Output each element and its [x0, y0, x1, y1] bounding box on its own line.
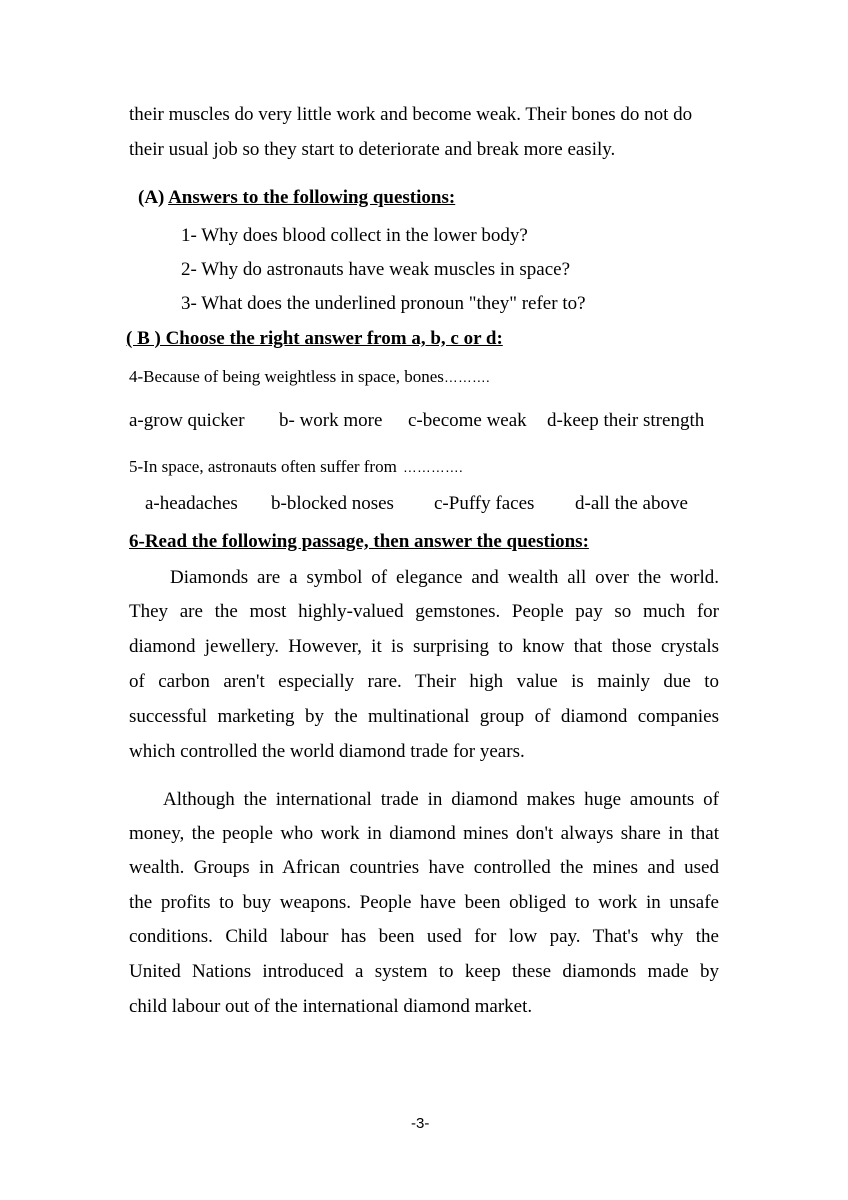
section-6-heading: 6-Read the following passage, then answer the questions: [129, 531, 589, 552]
passage-1-line-6: which controlled the world diamond trade for years. [129, 741, 525, 762]
question-4-blank: ………. [443, 369, 490, 385]
section-b-heading: ( B ) Choose the right answer from a, b, c or d: [126, 328, 503, 349]
passage-2-line-7: child labour out of the international diamond market. [129, 996, 533, 1017]
passage-2-line-4: the profits to buy weapons. People have been obliged to work in unsafe [129, 892, 719, 913]
passage-2-line-5: conditions. Child labour has been used for low pay. That's why the [129, 926, 719, 947]
question-5-stem [129, 456, 463, 478]
question-4-option-c: c-become weak [408, 410, 527, 431]
passage-2-line-3: wealth. Groups in African countries have controlled the mines and used [129, 857, 719, 878]
intro-line-1: their muscles do very little work and become weak. Their bones do not do [129, 104, 693, 125]
question-4-stem [129, 366, 490, 388]
question-4-option-d: d-keep their strength [547, 410, 705, 431]
question-5-option-d: d-all the above [575, 493, 688, 514]
section-a-title: Answers to the following questions: [168, 187, 456, 208]
section-a-label: (A) [138, 187, 169, 208]
question-5-blank: …………. [402, 459, 463, 475]
passage-1-line-3: diamond jewellery. However, it is surprising to know that those crystals [129, 636, 719, 657]
question-5-option-a: a-headaches [145, 493, 238, 514]
passage-2-line-2: money, the people who work in diamond mines don't always share in that [129, 823, 719, 844]
question-4-option-a: a-grow quicker [129, 410, 245, 431]
passage-1-line-2: They are the most highly-valued gemstones. People pay so much for [129, 601, 719, 622]
section-a-heading [138, 187, 455, 209]
intro-line-2: their usual job so they start to deteriorate and break more easily. [129, 139, 616, 160]
question-4-option-b: b- work more [279, 410, 383, 431]
passage-1-line-4: of carbon aren't especially rare. Their high value is mainly due to [129, 671, 719, 692]
page-number: -3- [411, 1115, 430, 1132]
question-5-text: 5-In space, astronauts often suffer from [129, 457, 397, 476]
question-2: 2- Why do astronauts have weak muscles in space? [181, 259, 571, 280]
question-3: 3- What does the underlined pronoun "they" refer to? [181, 293, 586, 314]
passage-2-line-6: United Nations introduced a system to keep these diamonds made by [129, 961, 719, 982]
question-1: 1- Why does blood collect in the lower body? [181, 225, 528, 246]
passage-1-line-1: Diamonds are a symbol of elegance and wealth all over the world. [170, 567, 719, 588]
question-4-text: 4-Because of being weightless in space, bones [129, 367, 444, 386]
question-5-option-c: c-Puffy faces [434, 493, 535, 514]
passage-2-line-1: Although the international trade in diamond makes huge amounts of [163, 789, 719, 810]
question-5-option-b: b-blocked noses [271, 493, 394, 514]
passage-1-line-5: successful marketing by the multinational group of diamond companies [129, 706, 719, 727]
